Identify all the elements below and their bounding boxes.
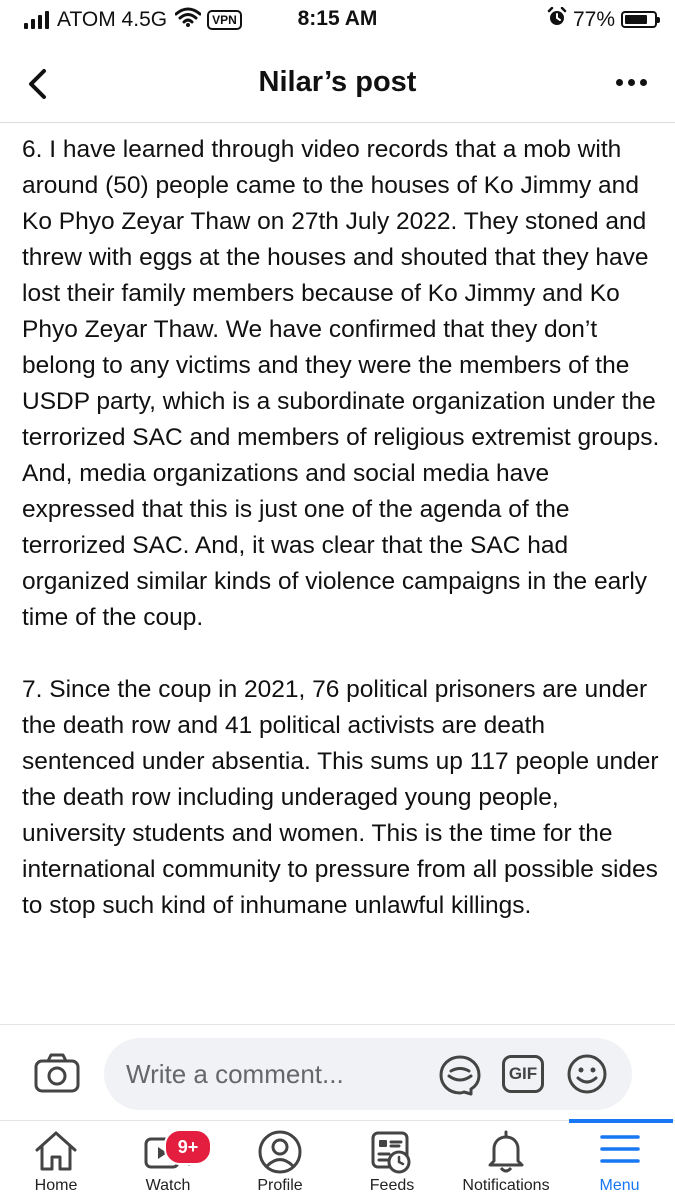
- tab-label: Menu: [599, 1177, 640, 1194]
- vpn-badge: VPN: [207, 10, 242, 30]
- comment-bar: [0, 1038, 675, 1112]
- battery-icon: [621, 11, 657, 28]
- tab-menu[interactable]: [564, 1121, 675, 1201]
- tab-feeds[interactable]: [336, 1121, 448, 1201]
- status-time: 8:15 AM: [297, 7, 378, 30]
- bell-icon: [484, 1129, 528, 1180]
- notification-badge: 9+: [164, 1129, 212, 1165]
- page-title: Nilar’s post: [258, 66, 417, 98]
- post-body: [22, 132, 662, 924]
- tab-profile[interactable]: [224, 1121, 336, 1201]
- menu-icon: [598, 1129, 642, 1174]
- more-horizontal-icon[interactable]: [616, 79, 647, 86]
- profile-icon: [257, 1129, 303, 1180]
- tab-label: Watch: [145, 1177, 191, 1194]
- post-paragraph-6: 6. I have learned through video records that a mob with around (50) people came to the houses of Ko Jimmy and Ko Phyo Zeyar Thaw on 27th July 2022. They stoned and threw with eggs at the houses and shouted that they have lost their family members because of Ko Jimmy and Ko Phyo Zeyar Thaw. We have confirmed that they don’t belong to any victims and they were the members of the USDP party, which is a subordinate organization under the terrorized SAC and members of religious extremist groups. And, media organizations and social media have expressed that this is just one of the agenda of the terrorized SAC. And, it was clear that the SAC had organized similar kinds of violence campaigns in the early time of the coup.: [22, 136, 660, 631]
- tab-label: Home: [34, 1177, 78, 1194]
- tab-label: Profile: [257, 1177, 303, 1194]
- gif-icon[interactable]: GIF: [502, 1055, 544, 1093]
- status-bar: [0, 0, 675, 38]
- home-icon: [33, 1129, 79, 1178]
- alarm-icon: [547, 7, 567, 32]
- feeds-icon: [369, 1129, 415, 1180]
- emoji-icon[interactable]: [566, 1053, 608, 1100]
- tab-label: Notifications: [462, 1177, 550, 1194]
- bottom-tab-bar: [0, 1120, 675, 1201]
- post-paragraph-7: 7. Since the coup in 2021, 76 political prisoners are under the death row and 41 political activists are death sentenced under absentia. This sums up 117 people under the death row including underaged young people, university students and women. This is the time for the international community to pressure from all possible sides to stop such kind of inhumane unlawful killings.: [22, 676, 659, 919]
- tab-label: Feeds: [369, 1177, 415, 1194]
- divider: [0, 1024, 675, 1025]
- status-right: [547, 7, 657, 32]
- post-header: [0, 46, 675, 123]
- sticker-icon[interactable]: [438, 1054, 482, 1101]
- tab-notifications[interactable]: [448, 1121, 564, 1201]
- comment-box: [104, 1038, 632, 1110]
- camera-icon[interactable]: [34, 1052, 80, 1099]
- tab-home[interactable]: [0, 1121, 112, 1201]
- battery-percent: 77%: [572, 7, 615, 31]
- comment-input[interactable]: [126, 1038, 426, 1110]
- carrier-label: ATOM 4.5G: [57, 7, 168, 31]
